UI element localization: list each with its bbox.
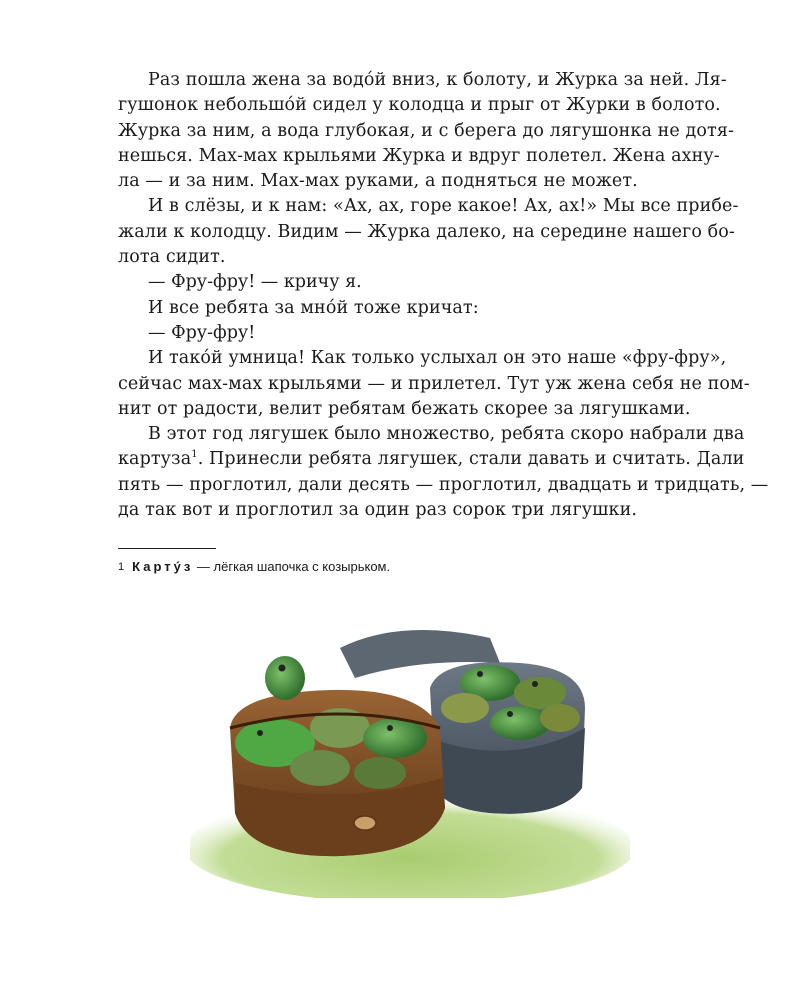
frog (363, 718, 427, 758)
text-line: жали к колодцу. Видим — Журка далеко, на середине нашего бо- (118, 221, 735, 242)
cap-button (354, 816, 376, 830)
story-text (118, 68, 769, 523)
text-line: И все ребята за мно́й тоже кричат: (148, 297, 479, 318)
frog (540, 704, 580, 732)
text-line: ла — и за ним. Мах-мах руками, а подняться не может. (118, 171, 638, 192)
frogs-in-caps-illustration (190, 608, 630, 898)
dialog-line: — Фру-фру! (148, 322, 256, 343)
footnote-reference: 1 (191, 449, 198, 461)
text-line: Журка за ним, а вода глубокая, и с берега до лягушонка не дотя- (118, 120, 734, 141)
text-line: пять — проглотил, дали десять — проглотил, двадцать и тридцать, — (118, 474, 769, 495)
frog (354, 757, 406, 789)
footnote-definition: — лёгкая шапочка с козырьком. (196, 559, 391, 574)
footnote-divider (118, 548, 216, 549)
text-line: гушонок небольшо́й сидел у колодца и прыг от Журки в болото. (118, 95, 721, 116)
frog-eye (507, 711, 513, 717)
frog-eye (477, 671, 483, 677)
text-line: да так вот и проглотил за один раз сорок три лягушки. (118, 500, 638, 521)
text-line: И тако́й умница! Как только услыхал он это наше «фру-фру», (148, 348, 727, 369)
text-line: В этот год лягушек было множество, ребята скоро набрали два (148, 424, 745, 445)
text-line: нит от радости, велит ребятам бежать скорее за лягушками. (118, 398, 691, 419)
dialog-line: — Фру-фру! — кричу я. (148, 272, 362, 293)
footnote-term: Картýз (132, 559, 194, 574)
text-line: лота сидит. (118, 247, 226, 268)
footnote (118, 558, 390, 576)
text-line: Раз пошла жена за водо́й вниз, к болоту, и Журка за ней. Ля- (148, 70, 727, 90)
text-line: сейчас мах-мах крыльями — и прилетел. Тут уж жена себя не пом- (118, 373, 750, 394)
paragraph-2 (118, 194, 739, 270)
frog-eye (279, 665, 286, 672)
frog (490, 706, 550, 740)
frog-eye (532, 681, 538, 687)
text-line-with-footnote: картуза$^1$. Принесли ребята лягушек, стали давать и считать. Дали (118, 449, 745, 470)
frog-eye (387, 725, 393, 731)
paragraph-7 (118, 422, 769, 523)
text-line: И в слёзы, и к нам: «Ах, ах, горе какое! Ах, ах!» Мы все прибе- (148, 196, 739, 217)
text-line: нешься. Мах-мах крыльями Журка и вдруг полетел. Жена ахну- (118, 145, 720, 166)
frog (290, 750, 350, 786)
paragraph-1 (118, 68, 734, 194)
footnote-number: 1 (118, 561, 125, 573)
paragraph-6 (118, 346, 750, 422)
frog-eye (257, 730, 263, 736)
frog (441, 693, 489, 723)
frog (265, 656, 305, 700)
